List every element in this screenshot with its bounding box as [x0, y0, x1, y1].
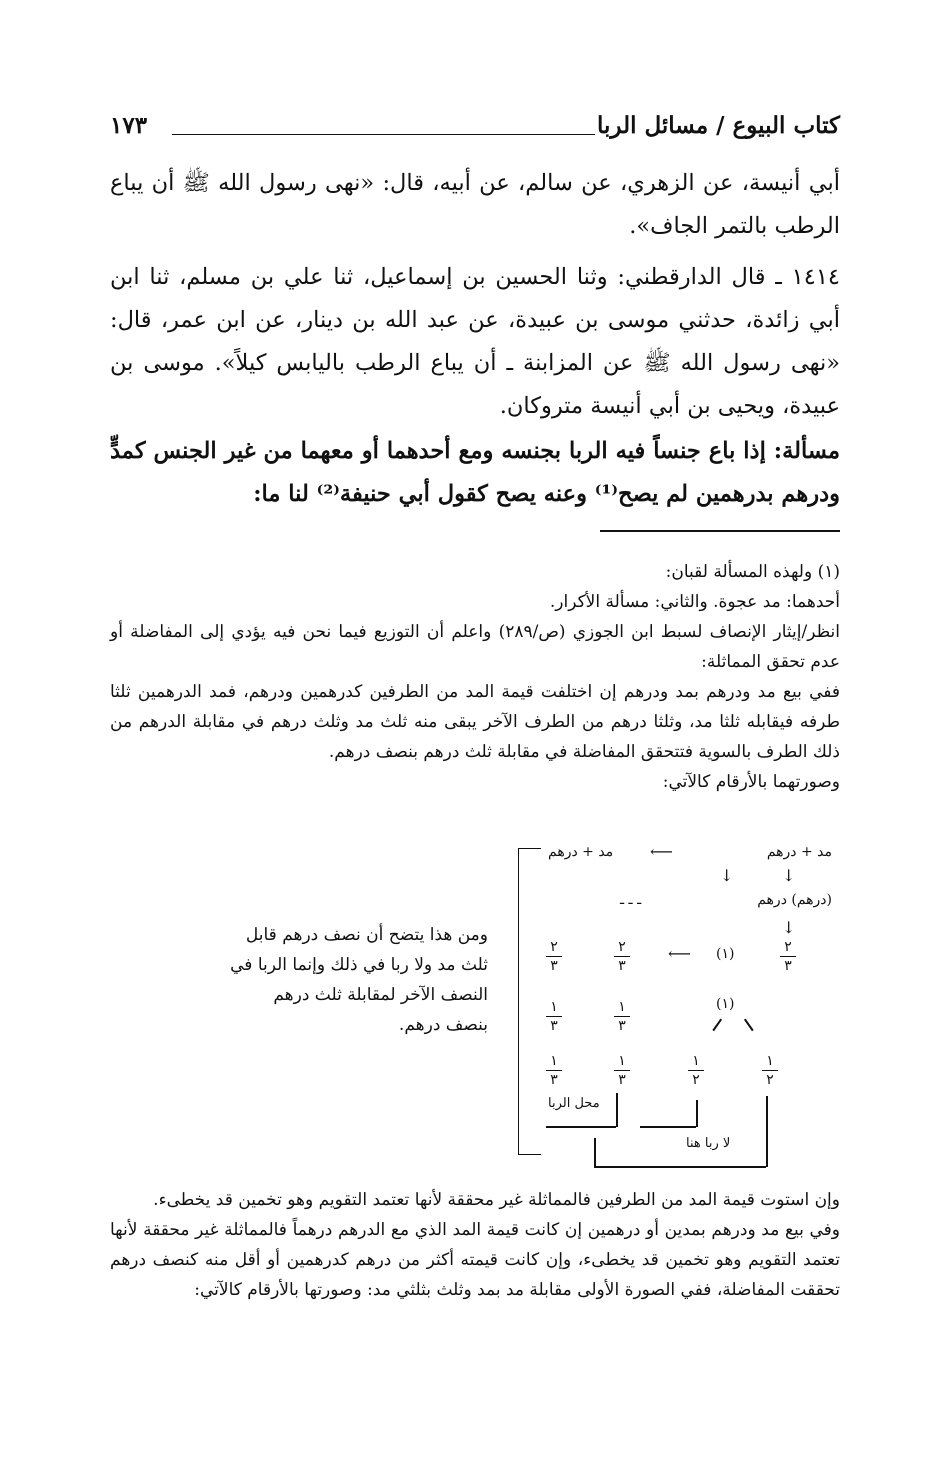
fraction-one-third: ١ ٣	[546, 1054, 562, 1087]
diagram-bracket	[518, 848, 541, 1155]
diagram-one: (١)	[716, 946, 735, 962]
paragraph-masala: مسألة: إذا باع جنساً فيه الربا بجنسه ومع أحدهما أو معهما من غير الجنس كمدٍّ ودرهم بدرهمين لم يصح⁽¹⁾ وعنه يصح كقول أبي حنيفة⁽²⁾ لنا ما:	[110, 438, 840, 507]
fraction-two-thirds: ٢ ٣	[546, 940, 562, 973]
diagram-row1-left: مد + درهم	[548, 844, 614, 860]
paragraph-hadith-1414: ١٤١٤ ـ قال الدارقطني: وثنا الحسين بن إسماعيل، ثنا علي بن مسلم، ثنا ابن أبي زائدة، حدثني موسى بن عبيدة، عن عبد الله بن دينار، عن ابن عمر، قال: «نهى رسول الله ﷺ عن المزابنة ـ أن يباع الرطب باليابس كيلاً». موسى بن عبيدة، ويحيى بن أبي أنيسة متروكان.	[110, 264, 840, 419]
diagram-row2-left: ـ ـ ـ	[620, 892, 642, 908]
split-line	[712, 1019, 721, 1031]
down-arrow-icon: ↓	[782, 866, 796, 885]
footnote-1-line-5: وصورتهما بالأرقام كالآتي:	[662, 772, 840, 792]
paragraph-1: أبي أنيسة، عن الزهري، عن سالم، عن أبيه، قال: «نهى رسول الله ﷺ أن يباع الرطب بالتمر الجاف».	[110, 170, 840, 239]
running-header	[110, 112, 840, 146]
diagram-one: (١)	[716, 996, 735, 1012]
diagram-row1-right: مد + درهم	[766, 844, 832, 860]
down-arrow-icon: ↓	[782, 918, 796, 937]
left-arrow-icon: ⟵	[668, 944, 691, 963]
no-riba-bracket-line	[766, 1096, 768, 1167]
fraction-one-third: ١ ٣	[614, 1000, 630, 1033]
fraction-two-thirds: ٢ ٣	[614, 940, 630, 973]
page-number: ١٧٣	[110, 112, 148, 139]
riba-bracket-line	[616, 1093, 618, 1127]
diagram-row2-right: (درهم) درهم	[757, 892, 832, 908]
no-riba-bracket-line	[594, 1138, 596, 1166]
footnote-1-line-3: انظر/إيثار الإنصاف لسبط ابن الجوزي (ص/٢٨٩) واعلم أن التوزيع فيما نحن فيه يؤدي إلى المفاضلة أو عدم تحقق المماثلة:	[110, 622, 840, 672]
fraction-two-thirds: ٢ ٣	[780, 940, 796, 973]
chapter-title: كتاب البيوع / مسائل الربا	[596, 112, 840, 139]
fraction-one-half: ١ ٢	[688, 1054, 704, 1087]
down-arrow-icon: ↓	[720, 866, 734, 885]
footnote-1-line-4: ففي بيع مد ودرهم بمد ودرهم إن اختلفت قيمة المد من الطرفين كدرهمين ودرهم، فمد الدرهمين ثلثا طرفه فيقابله ثلثا مد، وثلثا درهم من الطرف الآخر يبقى منه ثلث مد وثلث درهم في مقابلة الدرهم من ذلك الطرف بالسوية فتتحقق المفاضلة في مقابلة ثلث درهم بنصف درهم.	[110, 682, 840, 762]
header-rule	[172, 134, 595, 135]
no-riba-bracket-line	[594, 1166, 766, 1168]
footnote-1	[110, 557, 840, 797]
fraction-one-half: ١ ٢	[762, 1054, 778, 1087]
footnote-1-continued	[110, 1185, 840, 1305]
fraction-one-third: ١ ٣	[546, 1000, 562, 1033]
left-arrow-icon: ⟵	[650, 842, 673, 861]
footnote-separator	[600, 530, 840, 532]
footnote-1-line-1: (١) ولهذه المسألة لقبان:	[665, 562, 840, 582]
footnote-1-line-2: أحدهما: مد عجوة. والثاني: مسألة الأكرار.	[549, 592, 840, 612]
split-line	[744, 1019, 753, 1031]
riba-diagram	[510, 838, 840, 1168]
link-line	[696, 1100, 698, 1127]
footnote-tail-line-2: وفي بيع مد ودرهم بمدين أو درهمين إن كانت قيمة المد الذي مع الدرهم درهماً فالمماثلة غير محققة لأنها تعتمد التقويم وهو تخمين قد يخطىء، وإن كانت قيمته أكثر من درهم كدرهمين أو أقل منه كنصف درهم تحققت المفاضلة، ففي الصورة الأولى مقابلة مد بمد وثلث بثلثي مد: وصورتها بالأرقام كالآتي:	[110, 1220, 840, 1300]
footnote-tail-line-1: وإن استوت قيمة المد من الطرفين فالمماثلة غير محققة لأنها تعتمد التقويم وهو تخمين قد يخطىء.	[153, 1190, 840, 1210]
link-line	[640, 1126, 696, 1128]
riba-label: محل الربا	[548, 1096, 600, 1111]
fraction-one-third: ١ ٣	[614, 1054, 630, 1087]
riba-bracket-line	[546, 1126, 616, 1128]
no-riba-label: لا ربا هنا	[686, 1136, 731, 1151]
diagram-note: ومن هذا يتضح أن نصف درهم قابل ثلث مد ولا ربا في ذلك وإنما الربا في النصف الآخر لمقابلة ثلث درهم بنصف درهم.	[230, 925, 488, 1035]
